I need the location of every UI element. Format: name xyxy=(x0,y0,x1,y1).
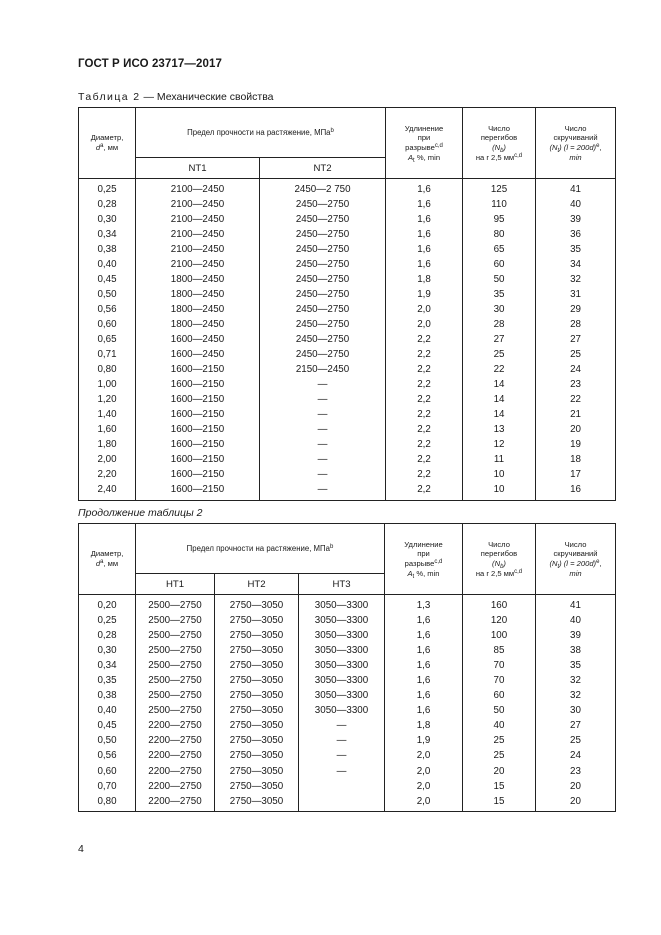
table-cell: 2750—3050 xyxy=(215,779,299,794)
table-cell: 2,2 xyxy=(386,378,463,393)
table-cell: 31 xyxy=(536,287,616,302)
table-cell: 0,60 xyxy=(79,317,136,332)
grade-nt2-header: NT2 xyxy=(260,158,386,179)
table-2-continued-body xyxy=(79,595,616,812)
table-cell: 0,20 xyxy=(79,595,136,614)
table-2-body xyxy=(79,179,616,501)
table-cell: 2,0 xyxy=(385,794,463,812)
table-cell: — xyxy=(260,468,386,483)
table-cell: 2500—2750 xyxy=(136,628,215,643)
table-cell: 2450—2750 xyxy=(260,227,386,242)
table-cell: 2450—2750 xyxy=(260,302,386,317)
table-cell: 125 xyxy=(463,179,536,198)
grade-ht1-header: HT1 xyxy=(136,574,215,595)
table-cell: 15 xyxy=(463,779,536,794)
table-cell: 2450—2750 xyxy=(260,348,386,363)
table-row xyxy=(79,197,616,212)
table-cell: 0,40 xyxy=(79,257,136,272)
table-row xyxy=(79,764,616,779)
table-row xyxy=(79,719,616,734)
table-cell: 2750—3050 xyxy=(215,643,299,658)
table-cell: 2,40 xyxy=(79,483,136,501)
twists-header: Число скручиваний $(N_t) (l = 200d)^e$, min xyxy=(536,108,616,179)
table-2-caption xyxy=(78,91,274,103)
table-cell: 2750—3050 xyxy=(215,704,299,719)
table-cell: 2100—2450 xyxy=(136,212,260,227)
table-cell: 2,2 xyxy=(386,423,463,438)
table-cell: — xyxy=(299,749,385,764)
table-cell: 2750—3050 xyxy=(215,764,299,779)
table-cell: 2450—2750 xyxy=(260,257,386,272)
table-cell: 2100—2450 xyxy=(136,179,260,198)
table-cell: 2500—2750 xyxy=(136,673,215,688)
table-cell: 23 xyxy=(536,764,616,779)
table-cell: 14 xyxy=(463,408,536,423)
table-cell: 110 xyxy=(463,197,536,212)
table-cell: — xyxy=(260,378,386,393)
mechanical-properties-table-continued xyxy=(78,523,616,812)
table-cell: 1,6 xyxy=(385,673,463,688)
table-cell: 1,00 xyxy=(79,378,136,393)
table-cell: 2200—2750 xyxy=(136,749,215,764)
table-cell: 3050—3300 xyxy=(299,628,385,643)
table-cell: 10 xyxy=(463,483,536,501)
grade-nt1-header: NT1 xyxy=(136,158,260,179)
table-row xyxy=(79,302,616,317)
table-cell: — xyxy=(260,483,386,501)
table-cell: 2,2 xyxy=(386,332,463,347)
table-cell: — xyxy=(260,423,386,438)
table-cell: 2750—3050 xyxy=(215,749,299,764)
table-row xyxy=(79,483,616,501)
table-cell: 1600—2150 xyxy=(136,483,260,501)
table-cell: 2200—2750 xyxy=(136,719,215,734)
table-cell: 0,50 xyxy=(79,734,136,749)
table-cell: 2,20 xyxy=(79,468,136,483)
table-cell: 0,30 xyxy=(79,643,136,658)
table-cell: 1,6 xyxy=(386,179,463,198)
table-cell: 25 xyxy=(463,734,536,749)
table-cell: 0,34 xyxy=(79,227,136,242)
table-cell: 27 xyxy=(463,332,536,347)
table-cell: 50 xyxy=(463,704,536,719)
table-cell: 0,65 xyxy=(79,332,136,347)
table-cell: 2,0 xyxy=(386,317,463,332)
grade-ht2-header: HT2 xyxy=(215,574,299,595)
table-cell: 0,28 xyxy=(79,197,136,212)
table-cell: 24 xyxy=(536,363,616,378)
table-cell: 2750—3050 xyxy=(215,734,299,749)
table-cell: — xyxy=(260,393,386,408)
table-cell: 1,20 xyxy=(79,393,136,408)
table-cell: 20 xyxy=(536,779,616,794)
table-cell: 120 xyxy=(463,613,536,628)
table-row xyxy=(79,689,616,704)
table-cell: 0,34 xyxy=(79,658,136,673)
table-cell: 20 xyxy=(536,794,616,812)
table-row xyxy=(79,704,616,719)
table-cell: 38 xyxy=(536,643,616,658)
table-cell: 0,56 xyxy=(79,749,136,764)
table-cell: 0,56 xyxy=(79,302,136,317)
twists-header: Число скручиваний $(N_t) (l = 200d)^e$, min xyxy=(536,524,616,595)
table-cell: 0,25 xyxy=(79,613,136,628)
table-cell: 3050—3300 xyxy=(299,658,385,673)
table-row xyxy=(79,468,616,483)
table-row xyxy=(79,363,616,378)
table-cell: 23 xyxy=(536,378,616,393)
table-cell: 2750—3050 xyxy=(215,628,299,643)
table-cell: 60 xyxy=(463,257,536,272)
document-title: ГОСТ Р ИСО 23717—2017 xyxy=(78,58,223,70)
table-2-caption-prefix: Таблица 2 xyxy=(78,91,141,103)
table-cell: 0,50 xyxy=(79,287,136,302)
table-cell: 12 xyxy=(463,438,536,453)
table-row xyxy=(79,378,616,393)
table-cell: 39 xyxy=(536,628,616,643)
table-cell: 35 xyxy=(536,658,616,673)
table-row xyxy=(79,595,616,614)
table-cell: 85 xyxy=(463,643,536,658)
table-cell: 1800—2450 xyxy=(136,302,260,317)
table-cell: 3050—3300 xyxy=(299,643,385,658)
table-cell: 20 xyxy=(463,764,536,779)
table-cell: 2100—2450 xyxy=(136,227,260,242)
table-cell: 1,40 xyxy=(79,408,136,423)
table-cell: 2200—2750 xyxy=(136,764,215,779)
table-cell: 3050—3300 xyxy=(299,673,385,688)
table-row xyxy=(79,453,616,468)
table-cell: 1600—2150 xyxy=(136,453,260,468)
elongation-header: Удлинение при разрыве$^{c,d}$ $A_t$ %, min xyxy=(385,524,463,595)
table-cell: 0,45 xyxy=(79,719,136,734)
table-cell: 1,6 xyxy=(385,658,463,673)
table-cell: — xyxy=(299,719,385,734)
table-cell: 0,35 xyxy=(79,673,136,688)
table-cell: — xyxy=(260,453,386,468)
table-cell: 1,6 xyxy=(386,212,463,227)
table-cell: 2450—2750 xyxy=(260,242,386,257)
table-cell: 1600—2150 xyxy=(136,423,260,438)
table-cell: 2,0 xyxy=(385,779,463,794)
bends-header: Число перегибов $(N_b)$ на r 2,5 мм$^{c,d}$ xyxy=(463,524,536,595)
table-cell: 0,60 xyxy=(79,764,136,779)
table-cell: 1,6 xyxy=(385,689,463,704)
table-cell: 3050—3300 xyxy=(299,595,385,614)
table-cell: 32 xyxy=(536,272,616,287)
table-cell: 1600—2150 xyxy=(136,363,260,378)
table-cell: 10 xyxy=(463,468,536,483)
table-cell: 2450—2750 xyxy=(260,272,386,287)
table-cell xyxy=(299,794,385,812)
table-cell: 2450—2750 xyxy=(260,212,386,227)
table-cell: 95 xyxy=(463,212,536,227)
table-cell: 28 xyxy=(463,317,536,332)
table-cell: 15 xyxy=(463,794,536,812)
table-cell: 34 xyxy=(536,257,616,272)
table-cell: 1,9 xyxy=(386,287,463,302)
table-cell: 16 xyxy=(536,483,616,501)
table-row xyxy=(79,212,616,227)
table-cell: 1800—2450 xyxy=(136,317,260,332)
table-cell: 0,25 xyxy=(79,179,136,198)
table-cell: 2,2 xyxy=(386,453,463,468)
table-cell: 2450—2 750 xyxy=(260,179,386,198)
table-cell: 100 xyxy=(463,628,536,643)
table-cell xyxy=(299,779,385,794)
table-cell: 35 xyxy=(536,242,616,257)
table-row xyxy=(79,348,616,363)
table-cell: 21 xyxy=(536,408,616,423)
table-cell: 2150—2450 xyxy=(260,363,386,378)
table-cell: 27 xyxy=(536,332,616,347)
table-cell: 60 xyxy=(463,689,536,704)
table-cell: 20 xyxy=(536,423,616,438)
table-cell: 2,2 xyxy=(386,438,463,453)
table-cell: 2,0 xyxy=(385,764,463,779)
diameter-header: Диаметр, $d^a$, мм xyxy=(79,108,136,179)
table-cell: 0,28 xyxy=(79,628,136,643)
table-row xyxy=(79,272,616,287)
table-cell: 2100—2450 xyxy=(136,257,260,272)
table-2-continuation-caption: Продолжение таблицы 2 xyxy=(78,507,203,519)
table-cell: 1,6 xyxy=(385,704,463,719)
table-cell: 14 xyxy=(463,378,536,393)
table-cell: 25 xyxy=(463,749,536,764)
table-cell: 39 xyxy=(536,212,616,227)
table-cell: 28 xyxy=(536,317,616,332)
table-cell: 2500—2750 xyxy=(136,643,215,658)
table-cell: 2,2 xyxy=(386,393,463,408)
table-cell: — xyxy=(260,408,386,423)
table-cell: 2450—2750 xyxy=(260,317,386,332)
table-cell: 2750—3050 xyxy=(215,658,299,673)
table-cell: 36 xyxy=(536,227,616,242)
table-cell: 50 xyxy=(463,272,536,287)
table-cell: 40 xyxy=(463,719,536,734)
table-row xyxy=(79,658,616,673)
table-cell: 2750—3050 xyxy=(215,595,299,614)
table-cell: — xyxy=(299,734,385,749)
table-cell: 1,8 xyxy=(385,719,463,734)
table-cell: 40 xyxy=(536,613,616,628)
table-row xyxy=(79,332,616,347)
table-cell: 2450—2750 xyxy=(260,197,386,212)
table-cell: 2500—2750 xyxy=(136,658,215,673)
table-row xyxy=(79,438,616,453)
table-row xyxy=(79,242,616,257)
table-row xyxy=(79,749,616,764)
table-cell: 1600—2150 xyxy=(136,438,260,453)
table-cell: 40 xyxy=(536,197,616,212)
table-cell: 80 xyxy=(463,227,536,242)
table-cell: 13 xyxy=(463,423,536,438)
table-cell: 1,3 xyxy=(385,595,463,614)
table-cell: 70 xyxy=(463,658,536,673)
table-cell: 2200—2750 xyxy=(136,734,215,749)
table-cell: 0,80 xyxy=(79,363,136,378)
table-cell: 25 xyxy=(536,348,616,363)
table-cell: 1600—2150 xyxy=(136,393,260,408)
table-cell: 27 xyxy=(536,719,616,734)
table-cell: 1,8 xyxy=(386,272,463,287)
table-cell: 1,6 xyxy=(385,613,463,628)
table-row xyxy=(79,257,616,272)
table-cell: 30 xyxy=(536,704,616,719)
table-cell: 2500—2750 xyxy=(136,704,215,719)
table-cell: 24 xyxy=(536,749,616,764)
table-cell: 11 xyxy=(463,453,536,468)
table-cell: 0,30 xyxy=(79,212,136,227)
table-cell: 29 xyxy=(536,302,616,317)
table-cell: 1,6 xyxy=(386,227,463,242)
table-cell: 160 xyxy=(463,595,536,614)
table-cell: — xyxy=(299,764,385,779)
table-cell: 32 xyxy=(536,673,616,688)
table-cell: 35 xyxy=(463,287,536,302)
table-cell: 0,45 xyxy=(79,272,136,287)
table-cell: 2200—2750 xyxy=(136,794,215,812)
table-cell: 2,2 xyxy=(386,483,463,501)
table-cell: 2450—2750 xyxy=(260,287,386,302)
tensile-strength-header: Предел прочности на растяжение, МПа$^b$ xyxy=(136,524,385,574)
table-cell: 2750—3050 xyxy=(215,719,299,734)
table-cell: 22 xyxy=(536,393,616,408)
table-row xyxy=(79,673,616,688)
table-cell: 30 xyxy=(463,302,536,317)
table-row xyxy=(79,779,616,794)
table-cell: 17 xyxy=(536,468,616,483)
table-cell: 0,38 xyxy=(79,242,136,257)
table-cell: 32 xyxy=(536,689,616,704)
bends-header: Число перегибов $(N_b)$ на r 2,5 мм$^{c,d}$ xyxy=(463,108,536,179)
tensile-strength-header: Предел прочности на растяжение, МПа$^b$ xyxy=(136,108,386,158)
table-cell: 2,0 xyxy=(385,749,463,764)
table-row xyxy=(79,287,616,302)
table-cell: 41 xyxy=(536,179,616,198)
table-2-caption-text: — Механические свойства xyxy=(140,91,274,103)
table-cell: 2,2 xyxy=(386,408,463,423)
table-cell: 65 xyxy=(463,242,536,257)
table-cell: 1,6 xyxy=(385,628,463,643)
mechanical-properties-table xyxy=(78,107,616,501)
table-cell: 3050—3300 xyxy=(299,613,385,628)
table-cell: 1600—2150 xyxy=(136,468,260,483)
table-cell: 3050—3300 xyxy=(299,689,385,704)
table-cell: 1600—2450 xyxy=(136,332,260,347)
table-row xyxy=(79,179,616,198)
table-cell: 2750—3050 xyxy=(215,613,299,628)
table-cell: 1,6 xyxy=(386,242,463,257)
table-row xyxy=(79,734,616,749)
table-row xyxy=(79,393,616,408)
table-cell: 2,2 xyxy=(386,468,463,483)
table-cell: 0,71 xyxy=(79,348,136,363)
table-cell: 2100—2450 xyxy=(136,242,260,257)
table-cell: 0,40 xyxy=(79,704,136,719)
table-row xyxy=(79,794,616,812)
table-cell: — xyxy=(260,438,386,453)
table-cell: 1,6 xyxy=(386,197,463,212)
table-cell: 2450—2750 xyxy=(260,332,386,347)
table-cell: 1,80 xyxy=(79,438,136,453)
page-number: 4 xyxy=(78,843,84,855)
table-cell: 0,80 xyxy=(79,794,136,812)
table-row xyxy=(79,317,616,332)
table-cell: 3050—3300 xyxy=(299,704,385,719)
table-row xyxy=(79,628,616,643)
diameter-header: Диаметр, $d^a$, мм xyxy=(79,524,136,595)
table-cell: 2,2 xyxy=(386,348,463,363)
table-cell: 2500—2750 xyxy=(136,613,215,628)
grade-ht3-header: HT3 xyxy=(299,574,385,595)
table-cell: 1600—2450 xyxy=(136,348,260,363)
table-row xyxy=(79,643,616,658)
table-row xyxy=(79,613,616,628)
table-cell: 2750—3050 xyxy=(215,673,299,688)
table-cell: 1,9 xyxy=(385,734,463,749)
table-cell: 1,6 xyxy=(385,643,463,658)
table-cell: 1,60 xyxy=(79,423,136,438)
table-cell: 0,70 xyxy=(79,779,136,794)
table-cell: 19 xyxy=(536,438,616,453)
table-cell: 22 xyxy=(463,363,536,378)
table-cell: 2100—2450 xyxy=(136,197,260,212)
table-cell: 1,6 xyxy=(386,257,463,272)
table-cell: 2500—2750 xyxy=(136,689,215,704)
table-row xyxy=(79,227,616,242)
table-cell: 41 xyxy=(536,595,616,614)
table-cell: 2,2 xyxy=(386,363,463,378)
table-cell: 0,38 xyxy=(79,689,136,704)
table-cell: 14 xyxy=(463,393,536,408)
table-row xyxy=(79,408,616,423)
table-cell: 1800—2450 xyxy=(136,287,260,302)
table-cell: 70 xyxy=(463,673,536,688)
table-cell: 2,0 xyxy=(386,302,463,317)
table-cell: 25 xyxy=(463,348,536,363)
table-cell: 2,00 xyxy=(79,453,136,468)
table-cell: 25 xyxy=(536,734,616,749)
table-cell: 1800—2450 xyxy=(136,272,260,287)
table-cell: 1600—2150 xyxy=(136,408,260,423)
table-cell: 1600—2150 xyxy=(136,378,260,393)
table-cell: 2750—3050 xyxy=(215,794,299,812)
table-cell: 18 xyxy=(536,453,616,468)
table-cell: 2750—3050 xyxy=(215,689,299,704)
elongation-header: Удлинение при разрыве$^{c,d}$ $A_t$ %, min xyxy=(386,108,463,179)
table-row xyxy=(79,423,616,438)
table-cell: 2500—2750 xyxy=(136,595,215,614)
table-cell: 2200—2750 xyxy=(136,779,215,794)
